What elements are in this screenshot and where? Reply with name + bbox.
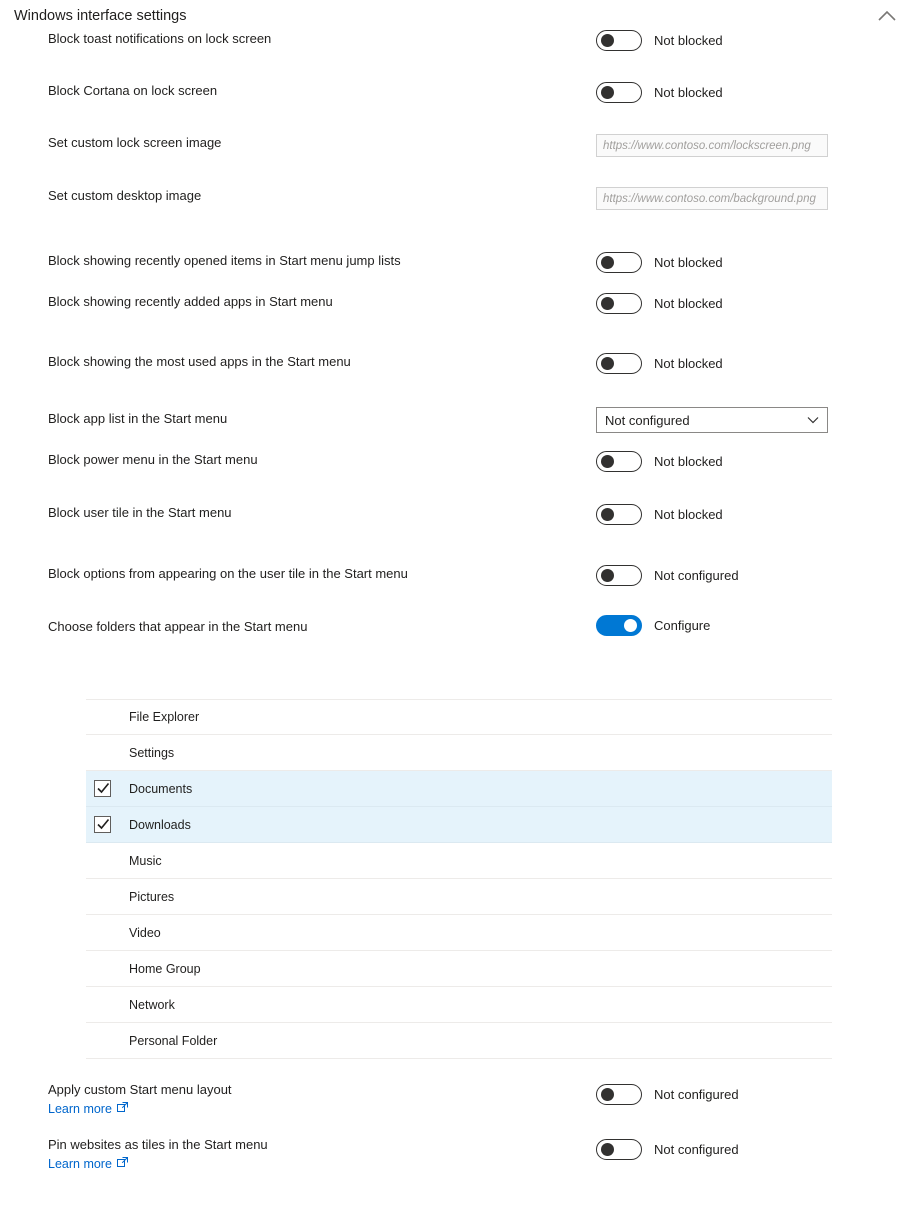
setting-label: Block showing recently added apps in Start menu <box>48 294 333 309</box>
setting-control <box>596 82 914 103</box>
chevron-down-icon <box>807 416 819 424</box>
list-item[interactable] <box>86 879 832 915</box>
setting-control <box>596 504 914 525</box>
setting-row <box>0 345 914 399</box>
toggle-pin-websites-as-tiles[interactable] <box>596 1139 642 1160</box>
toggle-block-recently-added-apps[interactable] <box>596 293 642 314</box>
setting-control <box>596 615 914 636</box>
setting-row <box>0 187 914 240</box>
chevron-up-icon[interactable] <box>874 6 900 26</box>
folder-name: Music <box>129 853 162 868</box>
setting-label-text: Apply custom Start menu layout <box>48 1082 232 1097</box>
toggle-state-label: Not configured <box>654 1087 739 1102</box>
folder-name: Video <box>129 925 161 940</box>
setting-label: Block toast notifications on lock screen <box>48 31 272 46</box>
list-item[interactable] <box>86 735 832 771</box>
list-item[interactable] <box>86 807 832 843</box>
toggle-state-label: Not blocked <box>654 85 723 100</box>
setting-label: Set custom lock screen image <box>48 135 222 150</box>
dropdown-block-app-list[interactable] <box>596 407 828 433</box>
lock-screen-image-input[interactable] <box>596 134 828 157</box>
folder-name: Personal Folder <box>129 1033 218 1048</box>
setting-row <box>0 30 914 82</box>
desktop-image-input[interactable] <box>596 187 828 210</box>
list-item[interactable] <box>86 699 832 735</box>
setting-label: Set custom desktop image <box>48 188 202 203</box>
section-header <box>0 0 914 30</box>
setting-label <box>0 1081 596 1118</box>
setting-control <box>596 1081 914 1105</box>
list-item[interactable] <box>86 915 832 951</box>
checkbox[interactable] <box>94 924 111 941</box>
setting-row <box>0 557 914 611</box>
checkbox[interactable] <box>94 744 111 761</box>
setting-row <box>0 504 914 557</box>
folder-name: Downloads <box>129 817 191 832</box>
checkbox[interactable] <box>94 960 111 977</box>
list-item[interactable] <box>86 771 832 807</box>
toggle-block-cortana-lock-screen[interactable] <box>596 82 642 103</box>
setting-label: Block showing the most used apps in the Start menu <box>48 354 351 369</box>
setting-row <box>0 293 914 345</box>
toggle-block-user-tile-options[interactable] <box>596 565 642 586</box>
setting-row <box>0 240 914 293</box>
setting-label: Block power menu in the Start menu <box>48 452 258 467</box>
setting-label <box>0 1136 596 1173</box>
setting-control <box>596 407 914 433</box>
setting-label: Block app list in the Start menu <box>48 411 228 426</box>
toggle-block-user-tile[interactable] <box>596 504 642 525</box>
list-item[interactable] <box>86 843 832 879</box>
folder-name: Documents <box>129 781 193 796</box>
external-link-icon <box>117 1101 128 1118</box>
toggle-choose-start-menu-folders[interactable] <box>596 615 642 636</box>
setting-control <box>596 353 914 374</box>
setting-label: Block Cortana on lock screen <box>48 83 218 98</box>
learn-more-text: Learn more <box>48 1157 112 1171</box>
setting-control <box>596 187 914 210</box>
folder-name: Home Group <box>129 961 201 976</box>
bottom-settings-rows <box>0 1081 914 1191</box>
setting-control <box>596 243 914 273</box>
toggle-state-label: Not blocked <box>654 33 723 48</box>
check-icon <box>97 817 110 835</box>
checkbox[interactable] <box>94 1032 111 1049</box>
checkbox[interactable] <box>94 709 111 726</box>
list-item[interactable] <box>86 951 832 987</box>
checkbox[interactable] <box>94 852 111 869</box>
setting-label: Block showing recently opened items in Start menu jump lists <box>48 253 401 268</box>
toggle-state-label: Not blocked <box>654 296 723 311</box>
toggle-state-label: Not configured <box>654 568 739 583</box>
list-item[interactable] <box>86 1023 832 1059</box>
toggle-state-label: Not blocked <box>654 255 723 270</box>
setting-label-text: Pin websites as tiles in the Start menu <box>48 1137 268 1152</box>
toggle-state-label: Not blocked <box>654 507 723 522</box>
learn-more-link[interactable] <box>48 1101 128 1118</box>
toggle-state-label: Not configured <box>654 1142 739 1157</box>
dropdown-selected-value: Not configured <box>605 412 690 428</box>
setting-control <box>596 134 914 157</box>
checkbox[interactable] <box>94 816 111 833</box>
folder-name: File Explorer <box>129 710 200 724</box>
setting-control <box>596 1136 914 1160</box>
toggle-block-most-used-apps[interactable] <box>596 353 642 374</box>
setting-label: Choose folders that appear in the Start menu <box>48 619 308 634</box>
setting-row <box>0 611 914 663</box>
start-menu-folder-list <box>86 699 832 1059</box>
setting-control <box>596 565 914 586</box>
toggle-state-label: Not blocked <box>654 454 723 469</box>
setting-control <box>596 30 914 51</box>
setting-label: Block options from appearing on the user tile in the Start menu <box>48 566 408 581</box>
toggle-block-power-menu[interactable] <box>596 451 642 472</box>
check-icon <box>97 781 110 799</box>
toggle-block-recently-opened-items[interactable] <box>596 252 642 273</box>
setting-row <box>0 82 914 134</box>
learn-more-link[interactable] <box>48 1156 128 1173</box>
setting-row <box>0 1081 914 1136</box>
external-link-icon <box>117 1156 128 1173</box>
setting-row <box>0 1136 914 1191</box>
folder-name: Pictures <box>129 889 175 904</box>
folder-name: Settings <box>129 745 175 760</box>
checkbox[interactable] <box>94 996 111 1013</box>
toggle-apply-custom-start-layout[interactable] <box>596 1084 642 1105</box>
settings-rows <box>0 30 914 663</box>
setting-label: Block user tile in the Start menu <box>48 505 232 520</box>
folder-name: Network <box>129 997 175 1012</box>
setting-row <box>0 134 914 187</box>
page-title: Windows interface settings <box>14 8 187 24</box>
list-item[interactable] <box>86 987 832 1023</box>
setting-control <box>596 451 914 472</box>
checkbox[interactable] <box>94 888 111 905</box>
toggle-block-toast-notifications[interactable] <box>596 30 642 51</box>
toggle-state-label: Not blocked <box>654 356 723 371</box>
toggle-state-label: Configure <box>654 618 711 633</box>
checkbox[interactable] <box>94 780 111 797</box>
setting-row <box>0 451 914 504</box>
learn-more-text: Learn more <box>48 1102 112 1116</box>
setting-row <box>0 399 914 451</box>
setting-control <box>596 293 914 314</box>
